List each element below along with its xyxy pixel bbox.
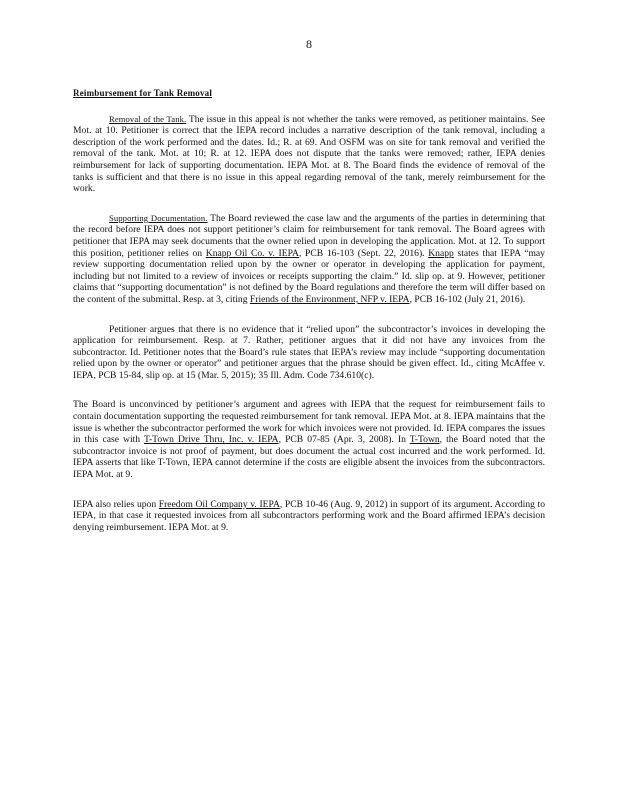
document-body [73, 88, 545, 547]
paragraph-board-unconvinced [73, 399, 545, 480]
case-citation: Friends of the Environment, NFP v. IEPA [249, 293, 410, 305]
paragraph-text: states that IEPA “may review supporting documentation relied upon by the owner or operator in developing the application for payment, including but not limited to a review of invoices or receipts supporting the claim.” Id. slip op. at 9. However, petitioner claims that “supporting documentation” is not defined by the Board regulations and therefore the term will differ based on the content of the submittal. Resp. at 3, citing [73, 247, 545, 305]
paragraph-text: The issue in this appeal is not whether the tanks were removed, as petitioner maintains. See Mot. at 10. Petitioner is correct that the IEPA record includes a narrative description of the tank removal, including a description of the work performed and the dates. Id.; R. at 69. And OSFM was on site for tank removal and verified the removal of the tank. Mot. at 10; R. at 12. IEPA does not dispute that the tanks were removed; rather, IEPA denies reimbursement for lack of supporting documentation. IEPA Mot. at 8. The Board finds the evidence of removal of the tanks is sufficient and that there is no issue in this appeal regarding removal of the tank, merely reimbursement for the work. [73, 113, 545, 195]
paragraph-text: , PCB 16-102 (July 21, 2016). [409, 293, 526, 305]
paragraph-text: The Board is unconvinced by petitioner’s argument and agrees with IEPA that the request for reimbursement fails to contain documentation supporting the requested reimbursement for tank removal. IEPA Mot. at 8. IEPA maintains that the issue is whether the subcontractor performed the work for which invoices were not provided. Id. IEPA compares the issues in this case with [73, 399, 545, 446]
case-citation: T-Town [409, 434, 440, 446]
paragraph-text: , PCB 07-85 (Apr. 3, 2008). In [278, 434, 410, 446]
paragraph-text: The Board reviewed the case law and the arguments of the parties in determining that the record before IEPA does not support petitioner’s claim for reimbursement for tank removal. The Board agrees with petitioner that IEPA may seek documents that the owner relied upon in developing the application. Mot. at 12. To support this position, petitioner relies on [73, 212, 545, 259]
page-number: 8 [306, 37, 312, 51]
section-heading: Reimbursement for Tank Removal [73, 88, 213, 98]
case-citation: Knapp Oil Co. v. IEPA [205, 247, 299, 259]
paragraph-freedom-oil [73, 499, 545, 534]
subheading-removal-of-tank: Removal of the Tank. [109, 113, 187, 124]
paragraph-supporting-documentation [73, 213, 545, 306]
paragraph-text: , the Board noted that the subcontractor invoice is not proof of payment, but does document the actual cost incurred and the work performed. Id. IEPA asserts that like T-Town, IEPA cannot determine if the costs are eligible absent the invoices from the subcontractors. IEPA Mot. at 9. [73, 434, 545, 481]
case-citation: Knapp [428, 247, 454, 259]
paragraph-text: , PCB 10-46 (Aug. 9, 2012) in support of its argument. According to IEPA, in that case it requested invoices from all subcontractors performing work and the Board affirmed IEPA’s decision denying reimbursement. IEPA Mot. at 9. [73, 498, 545, 533]
case-citation: T-Town Drive Thru, Inc. v. IEPA [144, 434, 279, 446]
paragraph-text: IEPA also relies upon [73, 498, 159, 510]
paragraph-text: , PCB 16-103 (Sept. 22, 2016). [298, 247, 429, 259]
paragraph-petitioner-argues [73, 324, 545, 382]
case-citation: Freedom Oil Company v. IEPA [158, 498, 280, 510]
subheading-supporting-documentation: Supporting Documentation. [109, 212, 208, 223]
paragraph-removal-of-tank [73, 114, 545, 195]
paragraph-text: Petitioner argues that there is no evidence that it “relied upon” the subcontractor’s invoices in developing the application for reimbursement. Resp. at 7. Rather, petitioner argues that it did not have any invoices from the subcontractor. Id. Petitioner notes that the Board’s rule states that IEPA’s review may include “supporting documentation relied upon by the owner or operator” and petitioner argues that the phrase should be given effect. Id., citing McAffee v. IEPA, PCB 15-84, slip op. at 15 (Mar. 5, 2015); 35 Ill. Adm. Code 734.610(c). [73, 323, 545, 381]
